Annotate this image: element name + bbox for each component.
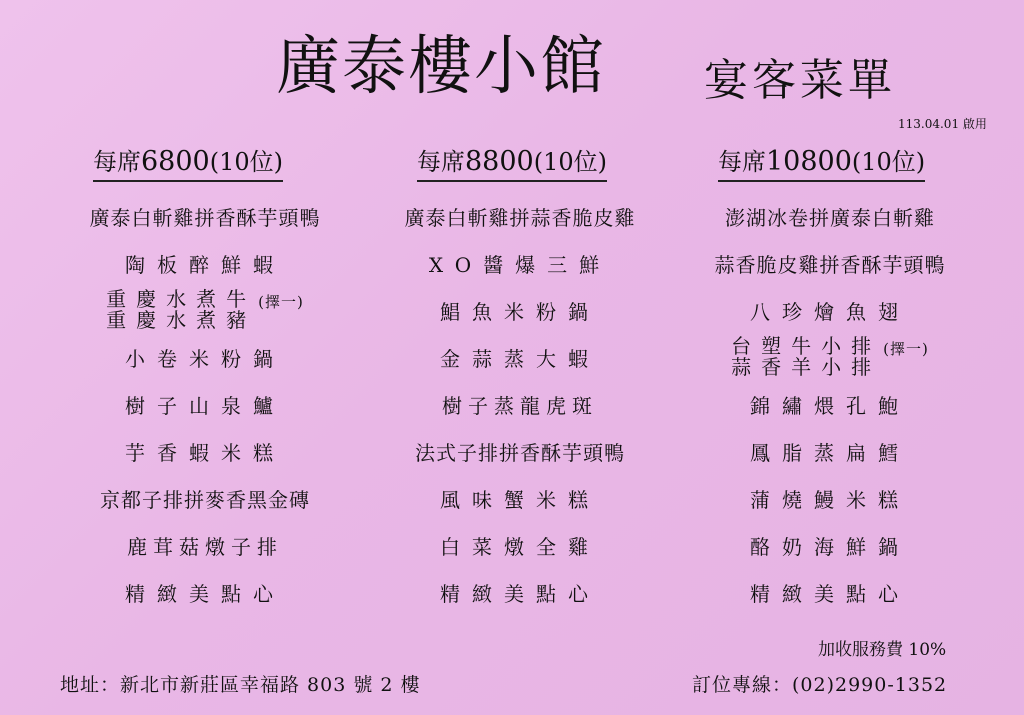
dish-item: 錦繡煨孔鮑 — [750, 393, 910, 418]
dish-item: 京都子排拼麥香黑金磚 — [100, 487, 310, 512]
column-heading — [417, 145, 607, 182]
effective-date: 113.04.01 啟用 — [898, 117, 987, 131]
price: 6800 — [141, 146, 210, 177]
dish-item: 小卷米粉鍋 — [125, 346, 285, 371]
service-charge: 加收服務費 10% — [818, 640, 947, 660]
choose-one-note: (擇一) — [883, 339, 929, 358]
people-count: (10位) — [209, 148, 283, 176]
address: 地址：新北市新莊區幸福路 803 號 2 樓 — [60, 674, 421, 696]
dish-item: 澎湖冰卷拼廣泰白斬雞 — [725, 205, 935, 230]
dish-item: 精緻美點心 — [125, 581, 285, 606]
choice-group — [680, 334, 980, 381]
heading-prefix: 每席 — [93, 148, 141, 176]
people-count: (10位) — [851, 148, 926, 176]
heading-prefix: 每席 — [417, 148, 465, 176]
dish-item: 廣泰白斬雞拼香酥芋頭鴨 — [89, 205, 321, 230]
choice-group — [55, 287, 355, 334]
people-count: (10位) — [533, 148, 607, 176]
dish-item: 蒜香羊小排 — [731, 355, 882, 380]
dish-item: 鳳脂蒸扁鱈 — [750, 440, 910, 465]
restaurant-title: 廣泰樓小館 — [276, 30, 606, 104]
column-heading — [718, 145, 925, 182]
dish-item: 芋香蝦米糕 — [125, 440, 285, 465]
dish-item: 蒲燒鰻米糕 — [750, 487, 910, 512]
dish-item: 重慶水煮豬 — [106, 308, 257, 333]
dish-list — [55, 193, 355, 616]
dish-item: 風味蟹米糕 — [440, 487, 600, 512]
dish-item: 金蒜蒸大蝦 — [440, 346, 600, 371]
column-heading — [93, 145, 283, 182]
dish-item: 蒜香脆皮雞拼香酥芋頭鴨 — [714, 252, 946, 277]
dish-item: 樹子蒸龍虎斑 — [442, 393, 598, 418]
dish-item: 酪奶海鮮鍋 — [750, 534, 910, 559]
menu-column-10800 — [680, 145, 980, 616]
reservation-phone: 訂位專線：(02)2990-1352 — [692, 674, 948, 696]
choice-options — [731, 333, 882, 380]
dish-item: 法式子排拼香酥芋頭鴨 — [415, 440, 625, 465]
price: 10800 — [766, 146, 852, 177]
dish-item: 八珍燴魚翅 — [750, 299, 910, 324]
heading-prefix: 每席 — [718, 148, 766, 176]
dish-item: 台塑牛小排 — [731, 333, 882, 358]
dish-item: 白菜燉全雞 — [440, 534, 600, 559]
dish-item: 鯧魚米粉鍋 — [440, 299, 600, 324]
dish-item: 鹿茸菇燉子排 — [127, 534, 283, 559]
dish-item: 廣泰白斬雞拼蒜香脆皮雞 — [404, 205, 636, 230]
choose-one-note: (擇一) — [258, 292, 304, 311]
dish-list — [680, 193, 980, 616]
dish-item: 精緻美點心 — [440, 581, 600, 606]
dish-item: 重慶水煮牛 — [106, 286, 257, 311]
dish-item: 精緻美點心 — [750, 581, 910, 606]
menu-column-6800 — [55, 145, 355, 616]
dish-item: XO醬爆三鮮 — [428, 252, 612, 277]
price: 8800 — [465, 146, 534, 177]
dish-list — [370, 193, 670, 616]
menu-column-8800 — [370, 145, 670, 616]
choice-options — [106, 286, 257, 333]
dish-item: 陶板醉鮮蝦 — [125, 252, 285, 277]
dish-item: 樹子山泉鱸 — [125, 393, 285, 418]
menu-subtitle: 宴客菜單 — [704, 55, 896, 106]
